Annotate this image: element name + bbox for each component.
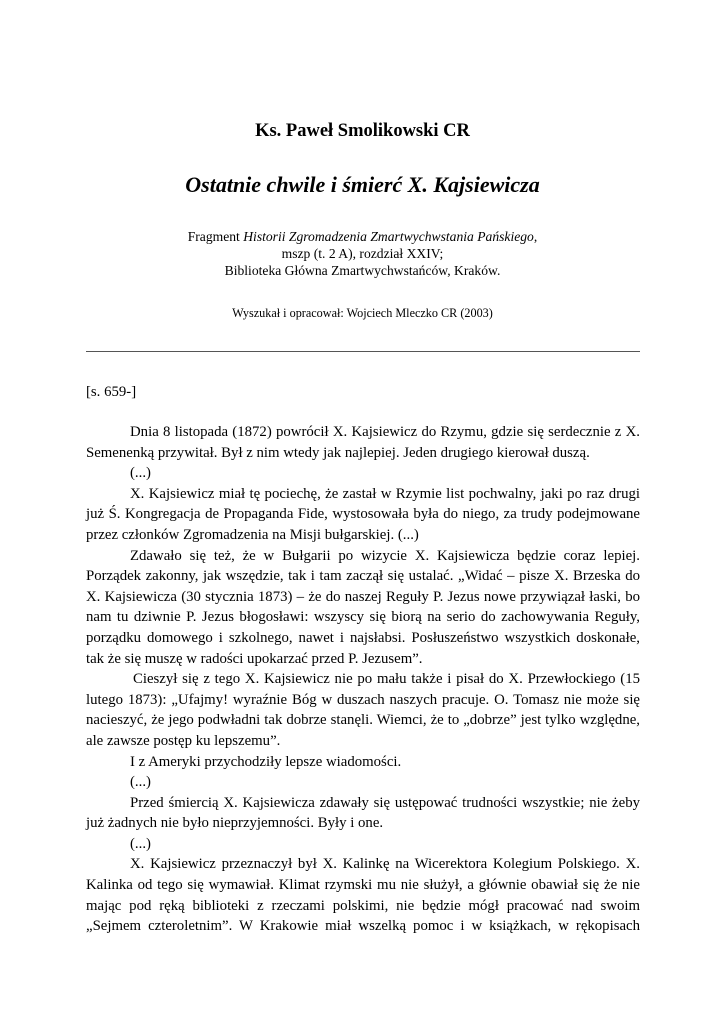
editor-credit: Wyszukał i opracował: Wojciech Mleczko CR (2003) — [232, 306, 493, 320]
paragraph: Dnia 8 listopada (1872) powrócił X. Kajsiewicz do Rzymu, gdzie się serdecznie z X. Semenenką przywitał. Był z nim wtedy jak najlepiej. Jeden drugiego kierował duszą. — [86, 424, 640, 461]
paragraph: X. Kajsiewicz przeznaczył był X. Kalinkę na Wicerektora Kolegium Polskiego. X. Kalinka od tego się wymawiał. Klimat rzymski mu nie służył, a głównie obawiał się że nie mając pod ręką biblioteki z rzeczami polskimi, nie będzie mógł pracować nad swoim „Sejmem czteroletnim”. W Krakowie miał wszelką pomoc i w książkach, w rękopisach — [86, 856, 640, 935]
paragraph: (...) — [130, 774, 151, 791]
body-text — [86, 422, 640, 937]
paragraph: Zdawało się też, że w Bułgarii po wizycie X. Kajsiewicza będzie coraz lepiej. Porządek zakonny, jak wszędzie, tak i tam zaczął się ustalać. „Widać – pisze X. Brzeska do X. Kajsiewicza (30 stycznia 1873) – że do naszej Reguły P. Jezus nowe przywiązał łaski, bo nam tu dziwnie P. Jezus błogosławi: wszyscy się biorą na serio do zachowywania Reguły, porządku domowego i szkolnego, nawet i najsłabsi. Posłuszeństwo wszystkich doskonałe, tak że się muszę w radości upokarzać przed P. Jezusem”. — [86, 547, 640, 667]
paragraph: (...) — [130, 465, 151, 482]
paragraph: Cieszył się z tego X. Kajsiewicz nie po mału także i pisał do X. Przewłockiego (15 lutego 1873): „Ufajmy! wyraźnie Bóg w duszach naszych pracuje. O. Tomasz nie może się nacieszyć, że jego podwładni tak dobrze stanęli. Wiemci, że to „dobrze” jest tylko względne, ale zawsze postęp ku lepszemu”. — [86, 671, 640, 749]
paragraph: Przed śmiercią X. Kajsiewicza zdawały się ustępować trudności wszystkie; nie żeby już żadnych nie było nieprzyjemności. Były i one. — [86, 794, 640, 832]
page-reference: [s. 659-] — [86, 384, 137, 400]
paragraph: (...) — [130, 835, 151, 852]
source-line-2: mszp (t. 2 A), rozdział XXIV; — [281, 246, 444, 261]
author-name: Ks. Paweł Smolikowski CR — [255, 121, 470, 141]
paragraph: I z Ameryki przychodziły lepsze wiadomości. — [130, 753, 402, 770]
source-line-1 — [0, 228, 725, 245]
paragraph: X. Kajsiewicz miał tę pociechę, że zastał w Rzymie list pochwalny, jaki po raz drugi już Ś. Kongregacja de Propaganda Fide, wystosowała była do niego, za trudy podejmowane przez członków Zgromadzenia na Misji bułgarskiej. (...) — [86, 485, 640, 543]
source-citation — [0, 228, 725, 279]
horizontal-divider — [86, 351, 640, 352]
source-line-3: Biblioteka Główna Zmartwychwstańców, Kraków. — [224, 263, 501, 278]
document-title: Ostatnie chwile i śmierć X. Kajsiewicza — [185, 172, 540, 197]
source-prefix: Fragment — [187, 229, 244, 244]
source-suffix: , — [533, 229, 538, 244]
source-work-title: Historii Zgromadzenia Zmartwychwstania Pańskiego — [243, 229, 534, 244]
